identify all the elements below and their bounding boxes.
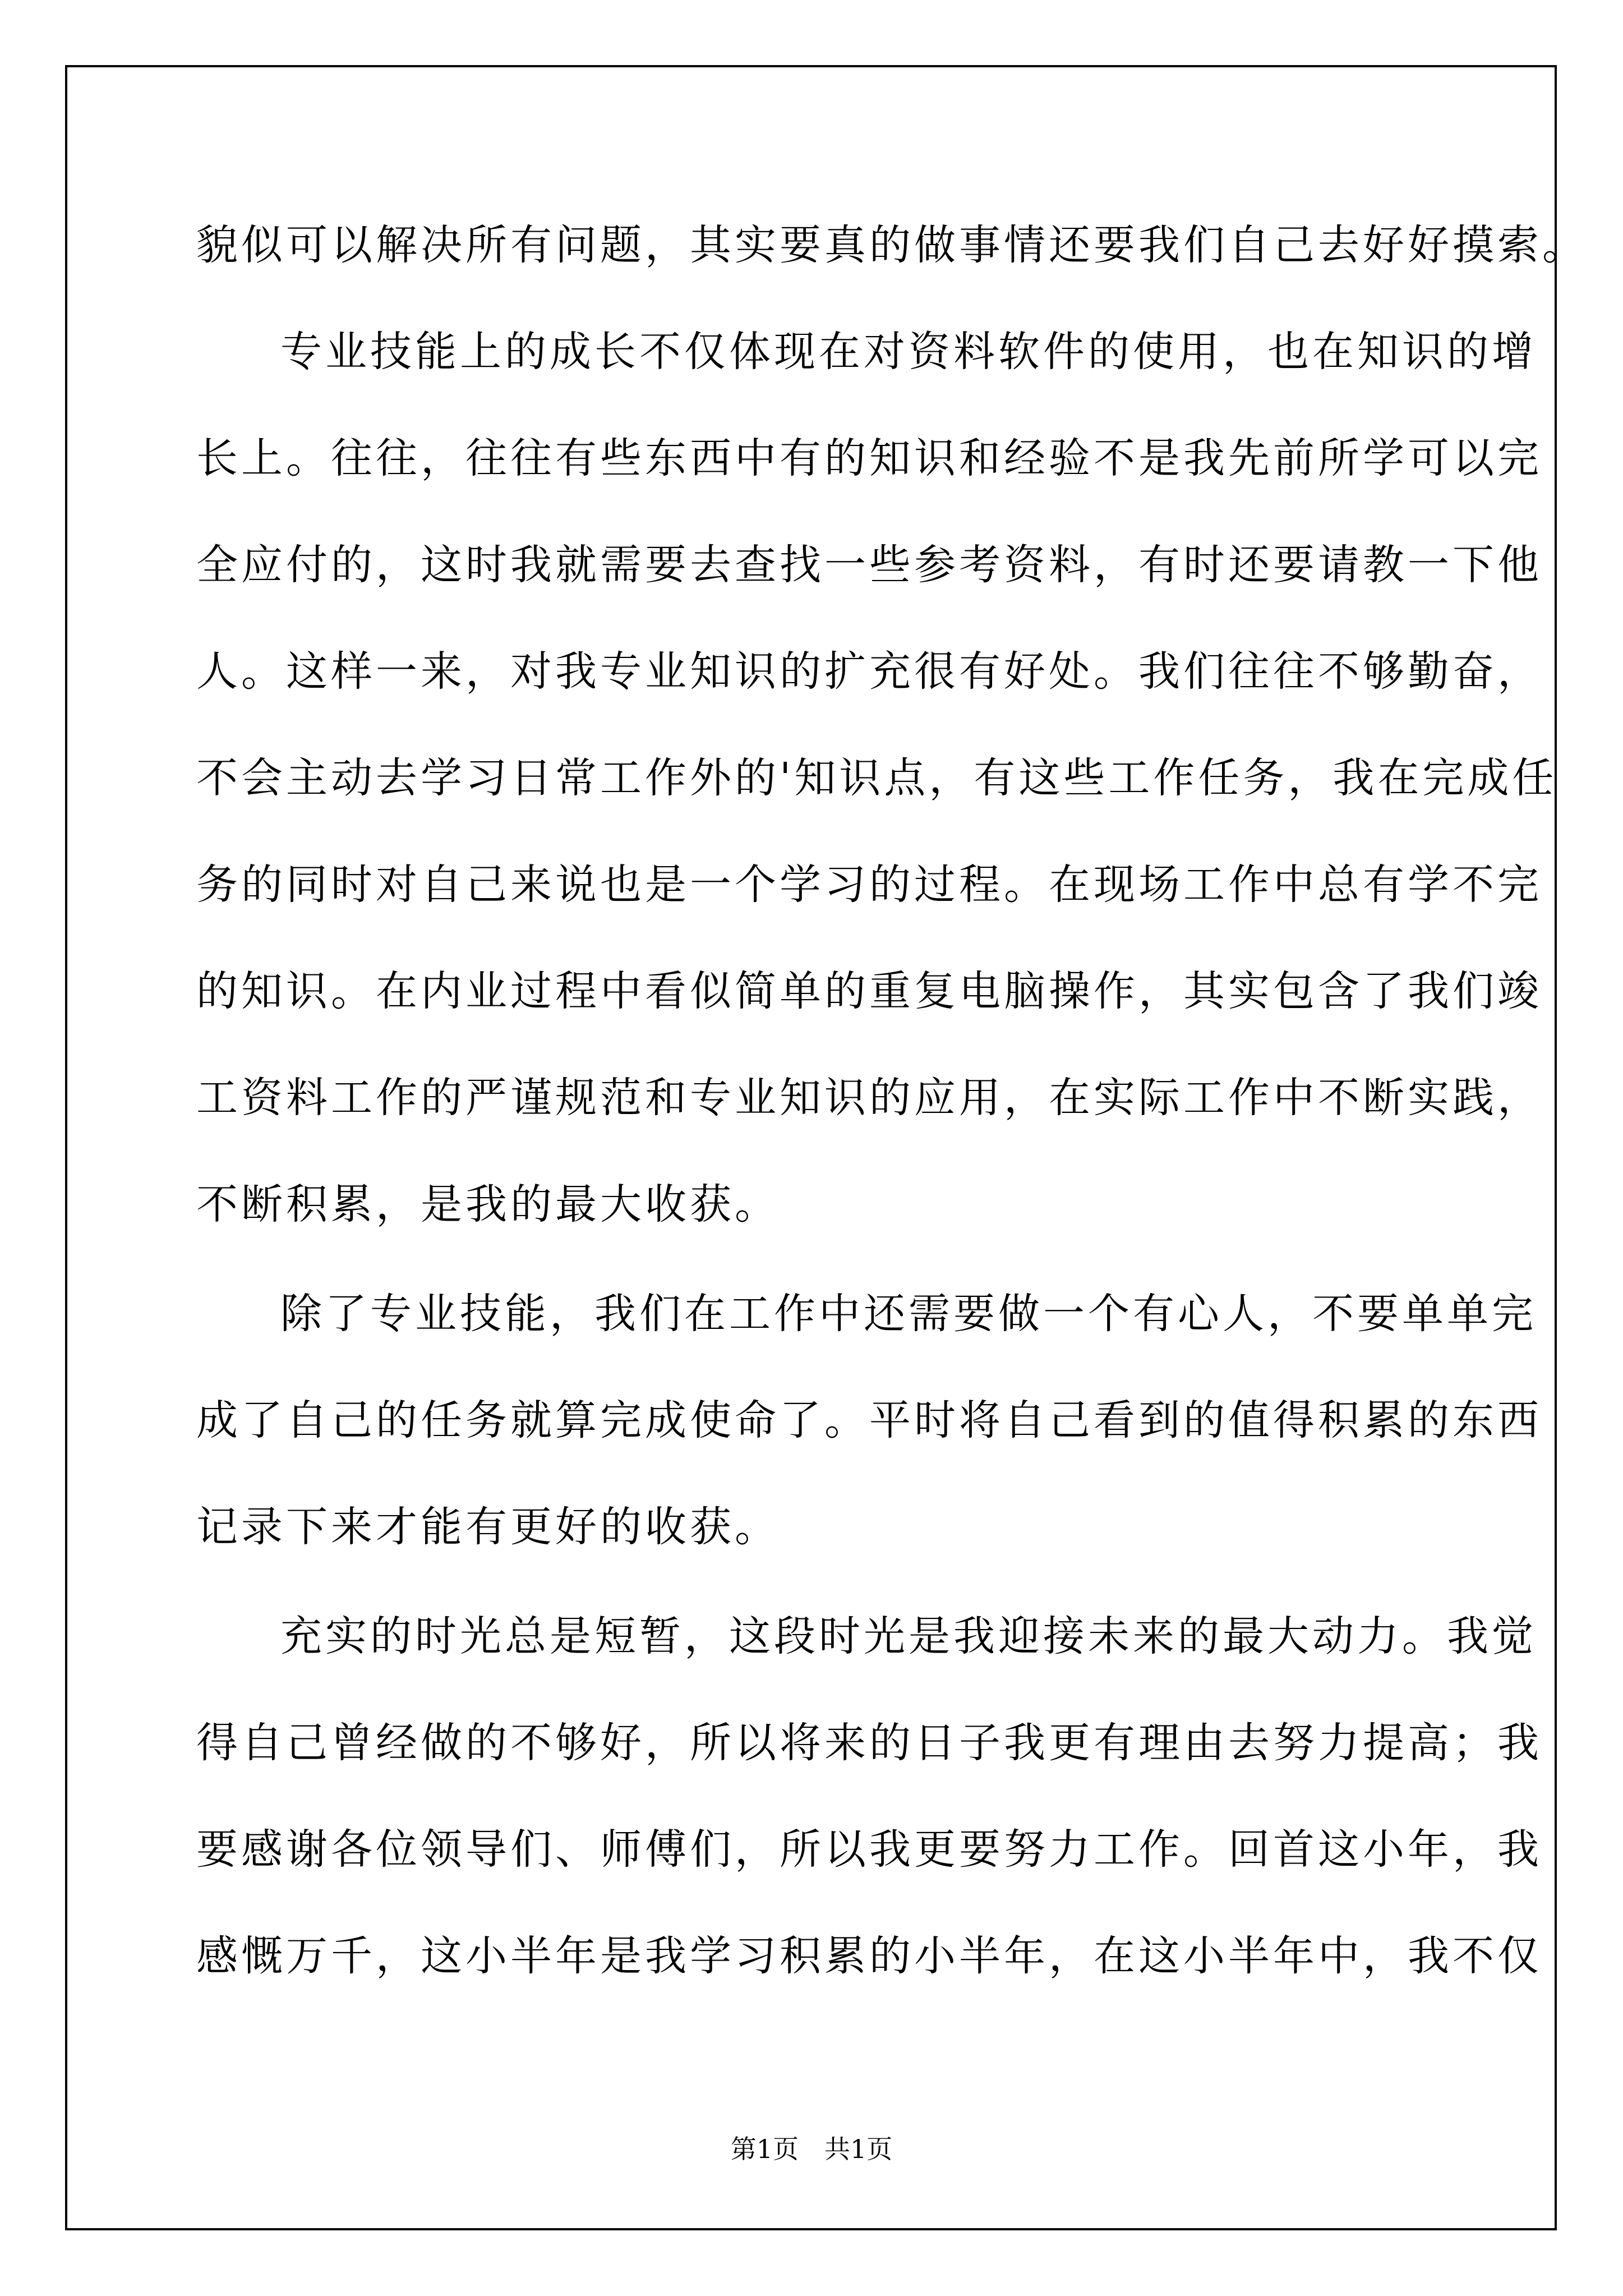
text-line: 记录下来才能有更好的收获。 xyxy=(196,1503,780,1551)
text-line: 务的同时对自己来说也是一个学习的过程。在现场工作中总有学不完 xyxy=(196,861,1542,909)
text-line: 充实的时光总是短暂，这段时光是我迎接未来的最大动力。我觉 xyxy=(280,1612,1537,1660)
text-line: 不断积累，是我的最大收获。 xyxy=(196,1180,780,1228)
page-number-footer: 第1页 共1页 xyxy=(730,2134,893,2164)
text-line: 专业技能上的成长不仅体现在对资料软件的使用，也在知识的增 xyxy=(280,328,1537,376)
text-line: 除了专业技能，我们在工作中还需要做一个有心人，不要单单完 xyxy=(280,1290,1537,1338)
text-line: 成了自己的任务就算完成使命了。平时将自己看到的值得积累的东西 xyxy=(196,1396,1542,1444)
text-line: 要感谢各位领导们、师傅们，所以我更要努力工作。回首这小年，我 xyxy=(196,1825,1542,1874)
text-line: 不会主动去学习日常工作外的'知识点，有这些工作任务，我在完成任 xyxy=(196,754,1557,802)
text-line: 感慨万千，这小半年是我学习积累的小半年，在这小半年中，我不仅 xyxy=(196,1932,1542,1980)
text-line: 得自己曾经做的不够好，所以将来的日子我更有理由去努力提高；我 xyxy=(196,1719,1542,1767)
page-border xyxy=(65,65,1557,2230)
text-line: 工资料工作的严谨规范和专业知识的应用，在实际工作中不断实践， xyxy=(196,1074,1542,1122)
text-line: 长上。往往，往往有些东西中有的知识和经验不是我先前所学可以完 xyxy=(196,434,1542,482)
text-line: 人。这样一来，对我专业知识的扩充很有好处。我们往往不够勤奋， xyxy=(196,647,1542,696)
text-line: 的知识。在内业过程中看似简单的重复电脑操作，其实包含了我们竣 xyxy=(196,967,1542,1015)
text-line: 貌似可以解决所有问题，其实要真的做事情还要我们自己去好好摸索。 xyxy=(196,221,1587,269)
text-line: 全应付的，这时我就需要去查找一些参考资料，有时还要请教一下他 xyxy=(196,541,1542,589)
